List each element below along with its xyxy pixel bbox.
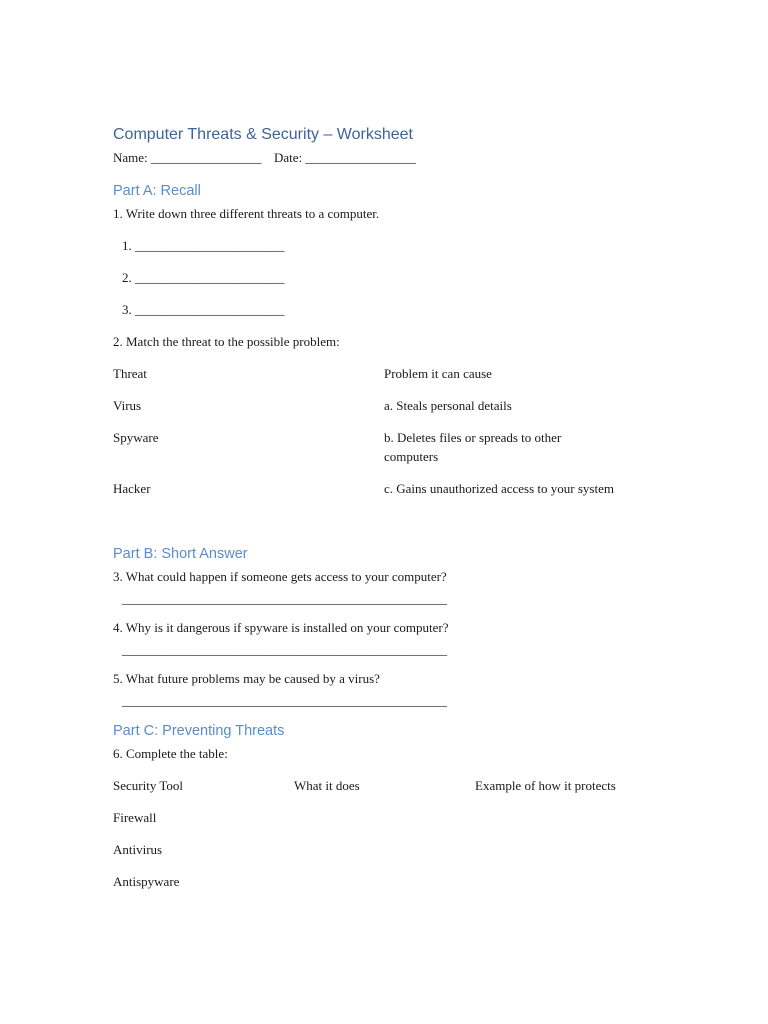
answer-blank-2: 2. _______________________ [122,270,285,285]
answer-blank-1: 1. _______________________ [122,238,285,253]
question-5: 5. What future problems may be caused by a virus? [113,671,380,686]
table-cell-threat: Hacker [113,481,151,496]
part-b-heading: Part B: Short Answer [113,546,248,562]
part-a-heading: Part A: Recall [113,183,201,199]
table-header-problem: Problem it can cause [384,366,492,381]
table-cell-problem: b. Deletes files or spreads to other computers [384,430,562,464]
answer-line: __________________________________________________ [122,642,447,657]
table-row-antivirus: Antivirus [113,842,163,857]
page-title: Computer Threats & Security – Worksheet [113,126,413,143]
answer-line: __________________________________________________ [122,693,447,708]
table-header-tool: Security Tool [113,778,183,793]
table-cell-threat: Spyware [113,430,159,445]
date-field-line: Date: _________________ [274,150,416,165]
question-1: 1. Write down three different threats to a computer. [113,206,380,221]
part-c-heading: Part C: Preventing Threats [113,723,285,739]
table-header-threat: Threat [113,366,147,381]
table-cell-problem: a. Steals personal details [384,398,512,413]
table-header-what-it-does: What it does [294,778,360,793]
question-2: 2. Match the threat to the possible problem: [113,334,340,349]
name-field-line: Name: _________________ [113,150,262,165]
question-6: 6. Complete the table: [113,746,228,761]
table-cell-problem: c. Gains unauthorized access to your system [384,481,614,496]
question-4: 4. Why is it dangerous if spyware is installed on your computer? [113,620,449,635]
table-row-firewall: Firewall [113,810,157,825]
table-header-example: Example of how it protects [475,778,616,793]
answer-blank-3: 3. _______________________ [122,302,285,317]
table-row-antispyware: Antispyware [113,874,180,889]
question-3: 3. What could happen if someone gets access to your computer? [113,569,447,584]
table-cell-threat: Virus [113,398,142,413]
answer-line: __________________________________________________ [122,591,447,606]
